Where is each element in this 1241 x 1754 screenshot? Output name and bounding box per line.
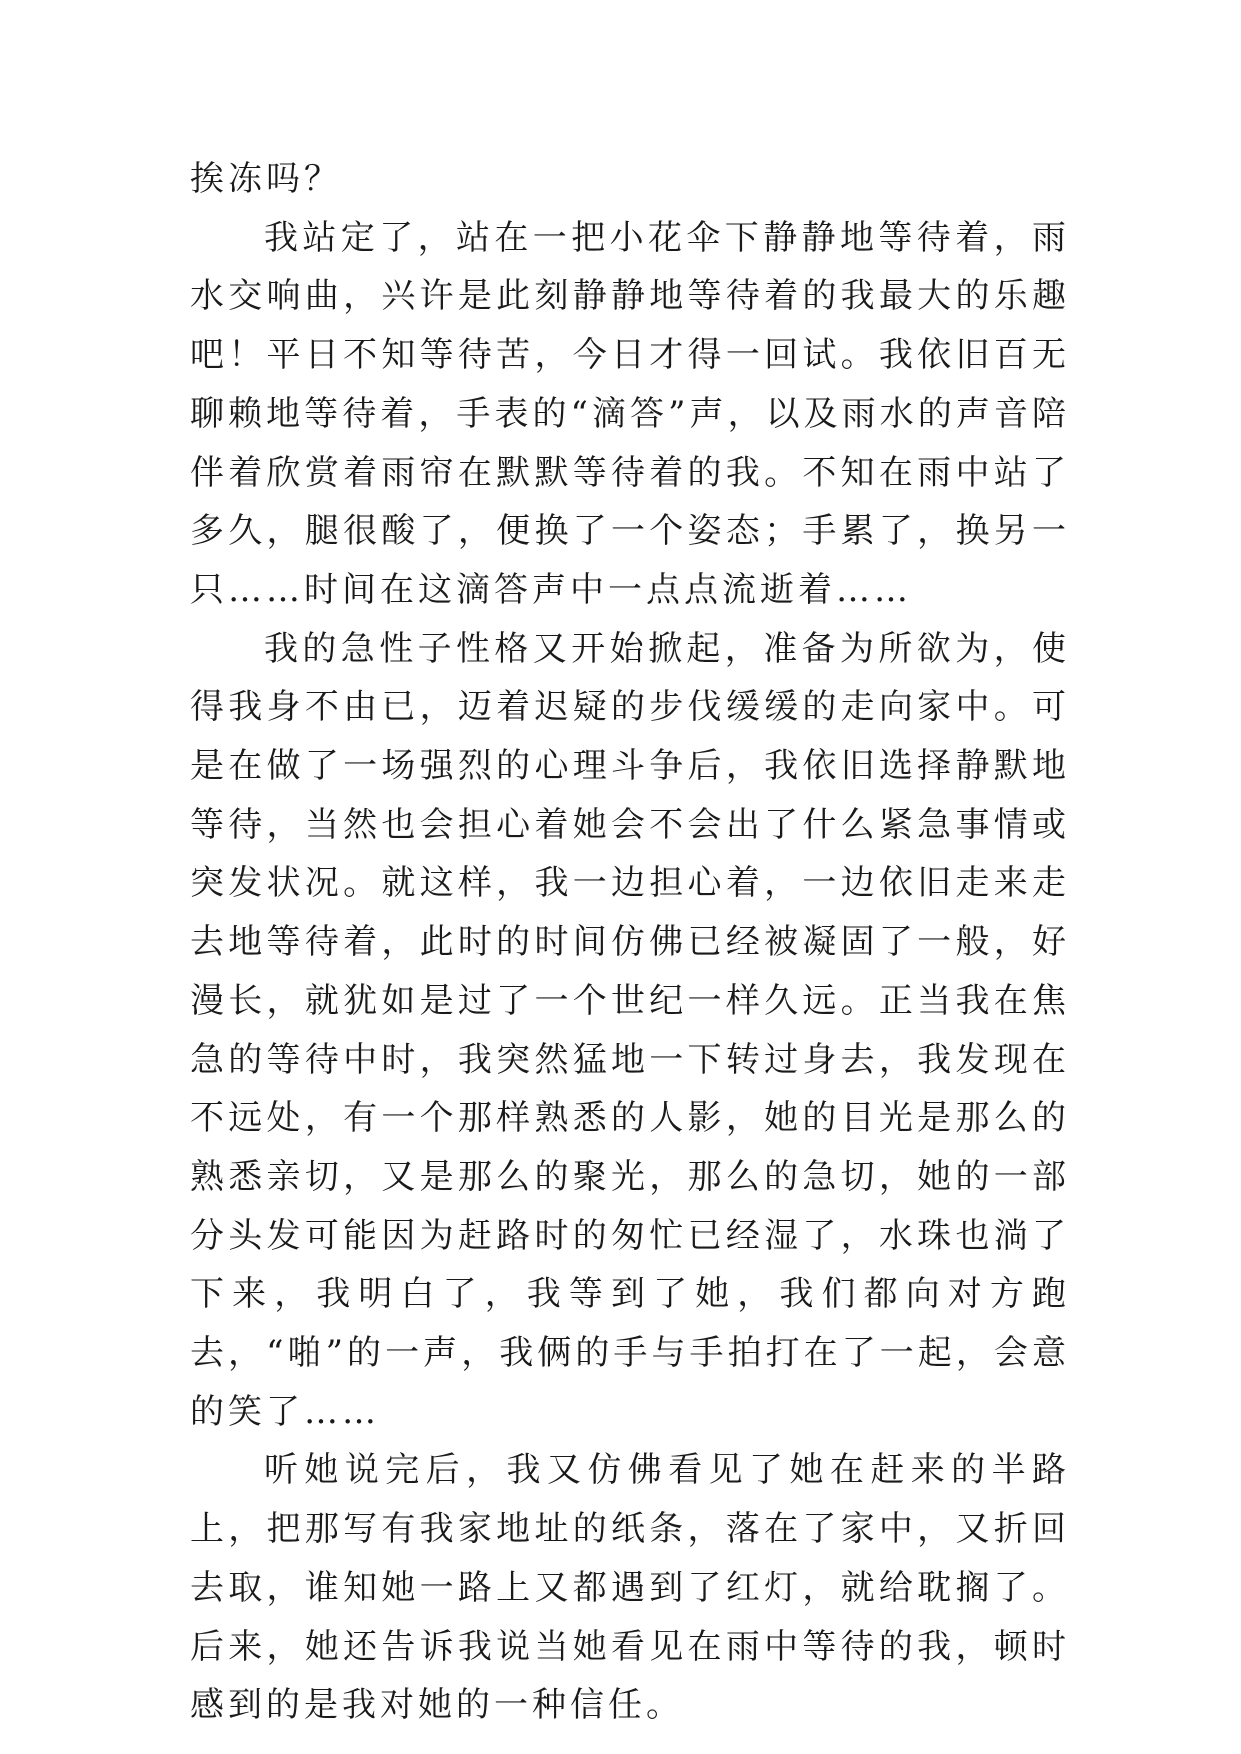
paragraph-4: 听她说完后，我又仿佛看见了她在赶来的半路上，把那写有我家地址的纸条，落在了家中，又折回去取，谁知她一路上又都遇到了红灯，就给耽搁了。后来，她还告诉我说当她看见在雨中等待的我，顿时感到的是我对她的一种信任。 — [190, 1450, 1070, 1726]
paragraph-3: 我的急性子性格又开始掀起，准备为所欲为，使得我身不由已，迈着迟疑的步伐缓缓的走向家中。可是在做了一场强烈的心理斗争后，我依旧选择静默地等待，当然也会担心着她会不会出了什么紧急事情或突发状况。就这样，我一边担心着，一边依旧走来走去地等待着，此时的时间仿佛已经被凝固了一般，好漫长，就犹如是过了一个世纪一样久远。正当我在焦急的等待中时，我突然猛地一下转过身去，我发现在不远处，有一个那样熟悉的人影，她的目光是那么的熟悉亲切，又是那么的聚光，那么的急切，她的一部分头发可能因为赶路时的匆忙已经湿了，水珠也淌了下来，我明白了，我等到了她，我们都向对方跑去，“啪”的一声，我俩的手与手拍打在了一起，会意的笑了…… — [190, 628, 1070, 1432]
paragraph-2: 我站定了，站在一把小花伞下静静地等待着，雨水交响曲，兴许是此刻静静地等待着的我最大的乐趣吧！平日不知等待苦，今日才得一回试。我依旧百无聊赖地等待着，手表的“滴答”声，以及雨水的声音陪伴着欣赏着雨帘在默默等待着的我。不知在雨中站了多久，腿很酸了，便换了一个姿态；手累了，换另一只……时间在这滴答声中一点点流逝着…… — [190, 217, 1070, 610]
body-text — [190, 150, 1070, 1735]
paragraph-1: 挨冻吗？ — [190, 159, 342, 199]
